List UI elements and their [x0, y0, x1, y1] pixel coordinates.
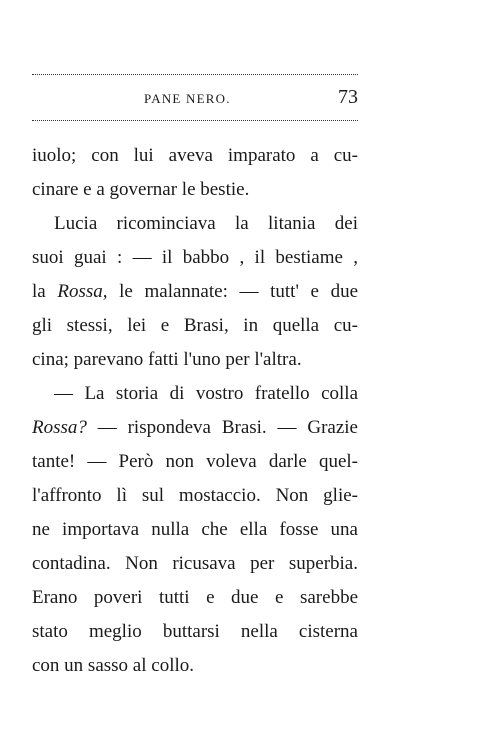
text-span: la	[32, 281, 58, 302]
text-span: — rispondeva Brasi. — Grazie	[86, 417, 358, 438]
running-title: PANE NERO.	[144, 91, 231, 106]
text-line	[32, 411, 358, 445]
text-line: Erano poveri tutti e due e sarebbe	[32, 587, 358, 608]
italic-name-rossa: Rossa?	[32, 417, 87, 438]
text-line: ne importava nulla che ella fosse una	[32, 519, 358, 540]
text-line: contadina. Non ricusava per superbia.	[32, 553, 358, 574]
text-line: suoi guai : — il babbo , il bestiame ,	[32, 247, 358, 268]
text-line: con un sasso al collo.	[32, 655, 195, 676]
page-number: 73	[338, 86, 358, 108]
text-line: iuolo; con lui aveva imparato a cu-	[32, 145, 358, 166]
text-line: cinare e a governar le bestie.	[32, 179, 250, 200]
running-head	[32, 86, 358, 112]
text-line: l'affronto lì sul mostaccio. Non glie-	[32, 485, 358, 506]
text-line	[32, 275, 358, 309]
italic-name-rossa: Rossa,	[57, 281, 108, 302]
text-line: tante! — Però non voleva darle quel-	[32, 451, 358, 472]
text-line: Lucia ricominciava la litania dei	[54, 213, 358, 234]
text-line: — La storia di vostro fratello colla	[54, 383, 358, 404]
text-span: le malannate: — tutt' e due	[107, 281, 359, 302]
body-text	[32, 139, 358, 683]
header-rule-bottom	[32, 120, 358, 121]
text-line: cina; parevano fatti l'uno per l'altra.	[32, 349, 302, 370]
text-line: gli stessi, lei e Brasi, in quella cu-	[32, 315, 358, 336]
text-line: stato meglio buttarsi nella cisterna	[32, 621, 358, 642]
header-rule-top	[32, 74, 358, 75]
